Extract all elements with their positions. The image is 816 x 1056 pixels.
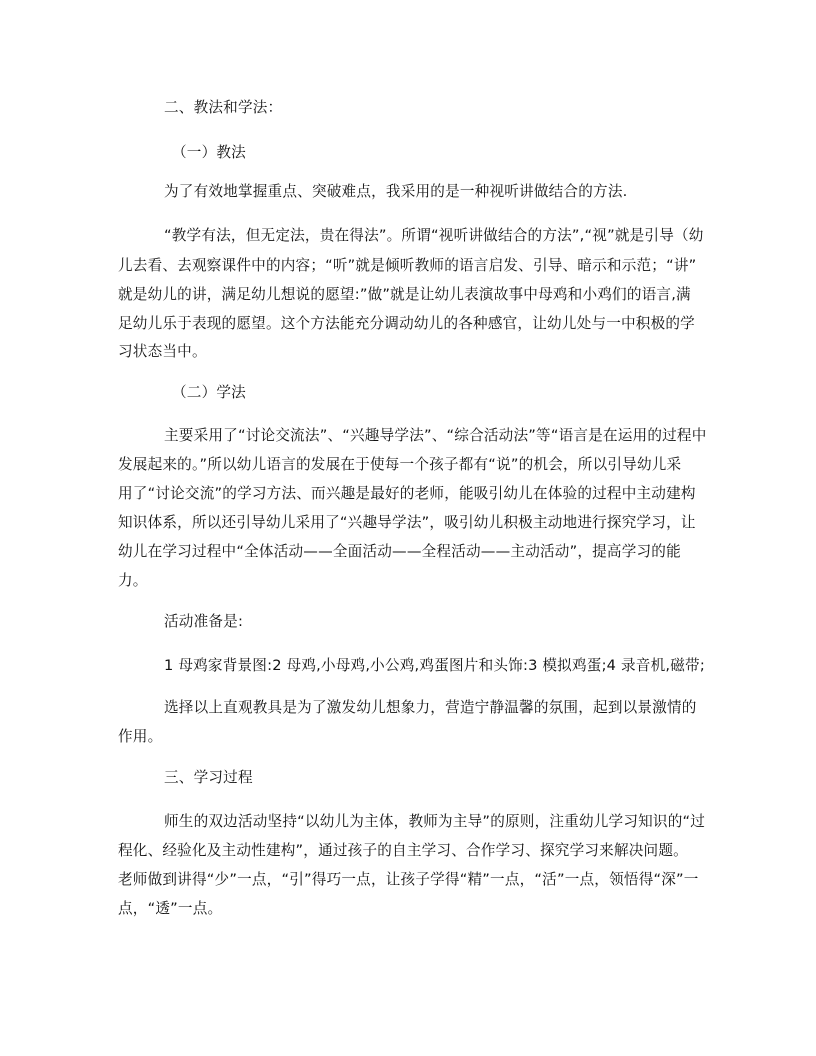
paragraph-line: 儿去看、去观察课件中的内容；“听”就是倾听教师的语言启发、引导、暗示和示范；“讲” xyxy=(118,257,697,274)
paragraph-line: 幼儿在学习过程中“全体活动——全面活动——全程活动——主动活动”，提高学习的能 xyxy=(118,543,681,560)
paragraph-line: “教学有法，但无定法，贵在得法”。所谓“视听讲做结合的方法”,“视”就是引导（幼 xyxy=(164,227,704,244)
activity-prep-title: 活动准备是: xyxy=(164,613,244,630)
paragraph-line: 用了“讨论交流”的学习方法、而兴趣是最好的老师，能吸引幼儿在体验的过程中主动建构 xyxy=(118,485,696,502)
subheading-teaching-method: （一）教法 xyxy=(172,144,246,161)
paragraph-line: 足幼儿乐于表现的愿望。这个方法能充分调动幼儿的各种感官，让幼儿处与一中积极的学 xyxy=(118,315,695,332)
paragraph-line: 主要采用了“讨论交流法”、“兴趣导学法”、“综合活动法”等“语言是在运用的过程中 xyxy=(164,427,707,444)
paragraph-line: 老师做到讲得“少”一点，“引”得巧一点，让孩子学得“精”一点，“活”一点，领悟得“深”一 xyxy=(118,871,699,888)
paragraph-line: 力。 xyxy=(118,572,148,589)
paragraph-line: 选择以上直观教具是为了激发幼儿想象力，营造宁静温馨的氛围，起到以景激情的 xyxy=(164,699,697,716)
paragraph-line: 知识体系，所以还引导幼儿采用了“兴趣导学法”，吸引幼儿积极主动地进行探究学习，让 xyxy=(118,514,696,531)
paragraph-line: 就是幼儿的讲，满足幼儿想说的愿望:”做”就是让幼儿表演故事中母鸡和小鸡们的语言,满 xyxy=(118,286,691,303)
paragraph-line: 师生的双边活动坚持“以幼儿为主体，教师为主导”的原则，注重幼儿学习知识的“过 xyxy=(164,813,706,830)
paragraph-line: 程化、经验化及主动性建构”，通过孩子的自主学习、合作学习、探究学习来解决问题。 xyxy=(118,842,688,859)
subheading-learning-method: （二）学法 xyxy=(172,384,246,401)
section-heading-methods: 二、教法和学法： xyxy=(164,99,283,116)
activity-prep-items: 1 母鸡家背景图:2 母鸡,小母鸡,小公鸡,鸡蛋图片和头饰:3 模拟鸡蛋;4 录音机,磁带; xyxy=(164,657,705,674)
paragraph-line: 作用。 xyxy=(118,728,163,745)
section-heading-process: 三、学习过程 xyxy=(164,769,253,786)
paragraph-teaching-summary: 为了有效地掌握重点、突破难点，我采用的是一种视听讲做结合的方法. xyxy=(164,183,628,200)
paragraph-line: 点，“透”一点。 xyxy=(118,900,223,917)
paragraph-line: 习状态当中。 xyxy=(118,343,207,360)
paragraph-line: 发展起来的。”所以幼儿语言的发展在于使每一个孩子都有“说”的机会，所以引导幼儿采 xyxy=(118,456,682,473)
